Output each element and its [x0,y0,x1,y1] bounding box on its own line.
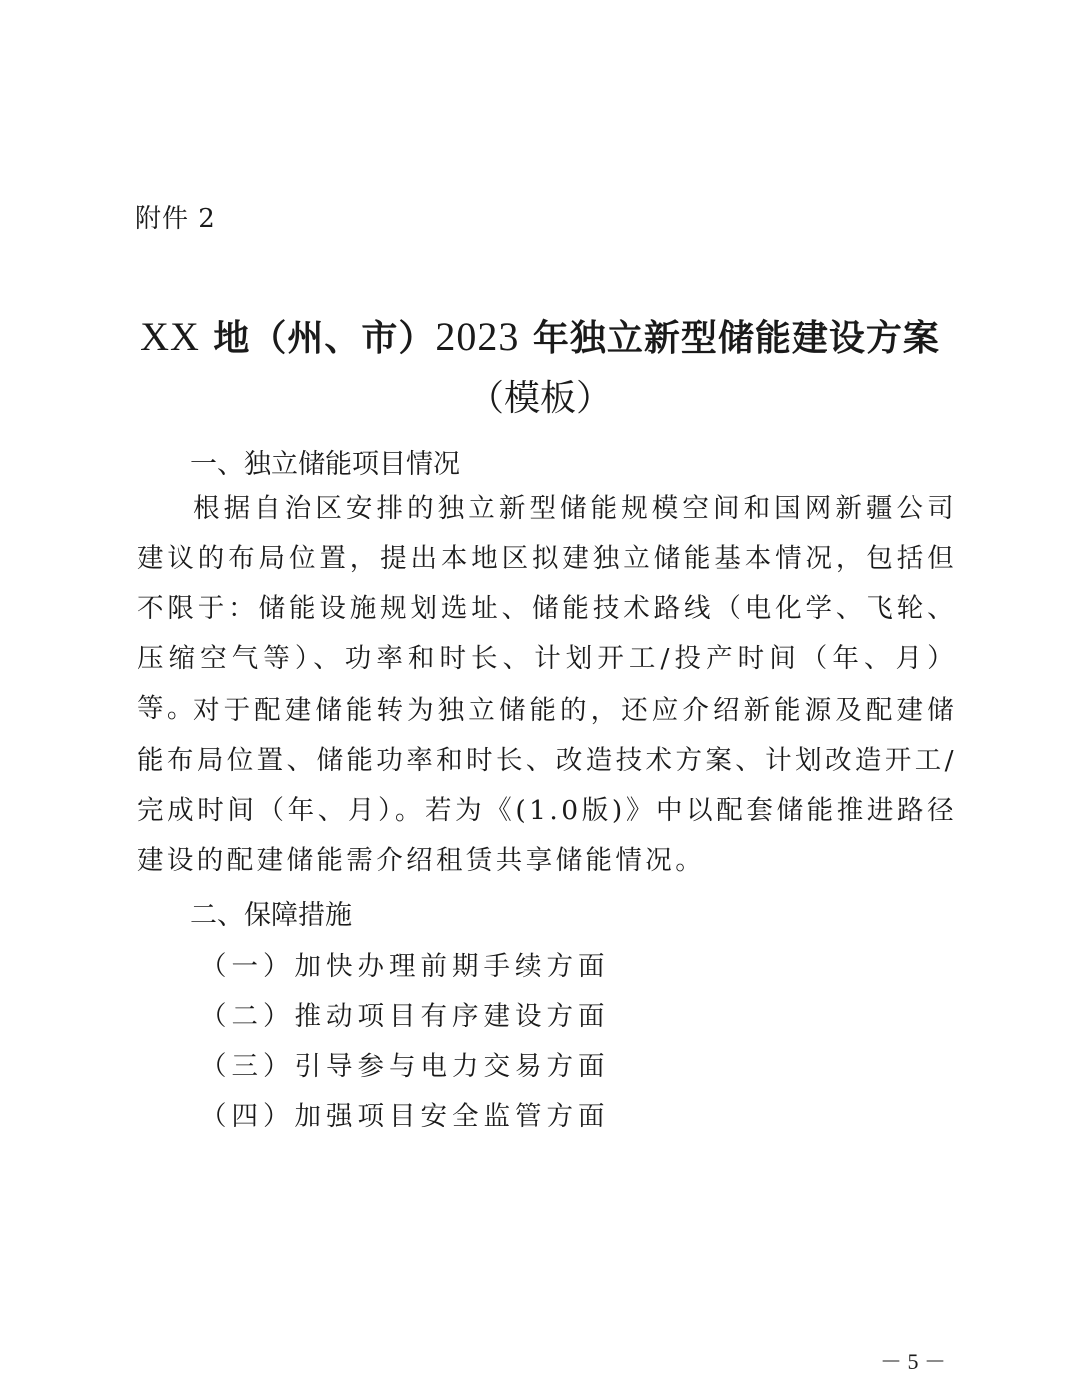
page-number: － 5 － [880,1349,947,1374]
section-heading-2: 二、保障措施 [190,900,352,931]
document-subtitle: （模板） [467,378,612,419]
title-part1: 地（州、市） [199,318,436,359]
list-item: （四）加强项目安全监管方面 [200,1101,610,1132]
list-item: （二）推动项目有序建设方面 [200,1001,610,1032]
title-prefix: XX [140,314,200,359]
document-title [0,310,1080,361]
attachment-label: 附件 2 [135,204,216,234]
title-year: 2023 [435,314,520,359]
list-item: （三）引导参与电力交易方面 [200,1051,610,1082]
paragraph-2: 对于配建储能转为独立储能的，还应介绍新能源及配建储能布局位置、储能功率和时长、改造技术方案、计划改造开工/完成时间（年、月）。若为《(1.0版)》中以配套储能推进路径建设的配建储能需介绍租赁共享储能情况。 [137,695,957,876]
paragraph-1: 根据自治区安排的独立新型储能规模空间和国网新疆公司建议的布局位置，提出本地区拟建独立储能基本情况，包括但不限于：储能设施规划选址、储能技术路线（电化学、飞轮、压缩空气等）、功率和时长、计划开工/投产时间（年、月）等。 [137,493,957,724]
list-item: （一）加快办理前期手续方面 [200,951,610,982]
title-part2: 年独立新型储能建设方案 [519,318,940,359]
section-heading-1: 一、独立储能项目情况 [190,449,460,480]
